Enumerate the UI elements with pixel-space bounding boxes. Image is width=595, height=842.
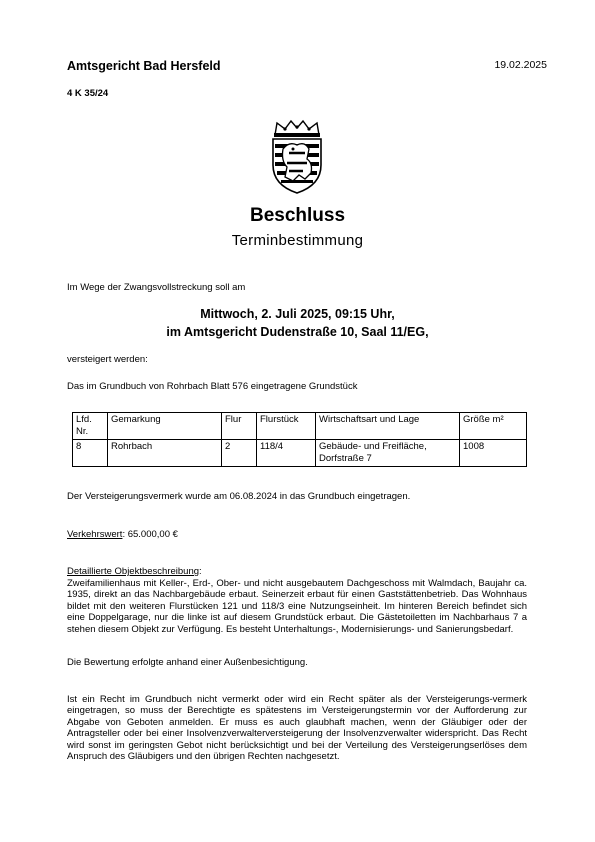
header-flur: Flur [222, 413, 257, 440]
cell-art-line1: Gebäude- und Freifläche, [319, 441, 427, 452]
document-title: Beschluss [249, 205, 346, 226]
registration-note: Der Versteigerungsvermerk wurde am 06.08.2024 in das Grundbuch eingetragen. [67, 491, 411, 502]
assessment-note: Die Bewertung erfolgte anhand einer Außenbesichtigung. [67, 657, 308, 668]
file-number: 4 K 35/24 [67, 88, 109, 99]
table-header-row [73, 413, 527, 440]
object-description-heading [67, 566, 527, 577]
object-description-text: Zweifamilienhaus mit Keller-, Erd-, Ober- und nicht ausgebautem Dachgeschoss mit Walmdach, Baujahr ca. 1935, direkt an das Nachbargebäude erbaut. Seinerzeit erbaut für einen Gaststättenbetrieb. Das Wohnhaus bildet mit den weiteren Flurstücken 121 und 118/3 eine Nutzungseinheit. Im hinteren Bereich befindet sich eine Doppelgarage, nur die linke ist auf diesem Grundstück erbaut. Die Gästetoiletten im Nachbarhaus 7 a stehen diesem Objekt zur Verfügung. Es besteht Unterhaltungs-, Modernisierungs- und Sanierungsbedarf. [67, 578, 527, 635]
document-date: 19.02.2025 [494, 59, 547, 71]
market-value [67, 529, 527, 540]
legal-notice: Ist ein Recht im Grundbuch nicht vermerkt oder wird ein Recht später als der Versteigerungs-vermerk eingetragen, so muss der Berechtigte es spätestens im Versteigerungstermin vor der Aufforderung zur Abgabe von Geboten anmelden. Er muss es auch glaubhaft machen, wenn der Gläubiger oder der Antragsteller oder bei einer Insolvenzverwalterversteigerung der Insolvenzverwalter widerspricht. Das Recht wird sonst im geringsten Gebot nicht berücksichtigt und bei der Verteilung des Versteigerungserlöses dem Anspruch des Gläubigers und den übrigen Rechten nachgesetzt. [67, 694, 527, 763]
appointment-datetime: Mittwoch, 2. Juli 2025, 09:15 Uhr, [200, 307, 395, 321]
cell-groesse: 1008 [460, 440, 527, 467]
property-table [72, 412, 527, 467]
cell-flur: 2 [222, 440, 257, 467]
cell-wirtschaftsart [316, 440, 460, 467]
hessen-coat-of-arms-icon [265, 119, 329, 195]
court-name: Amtsgericht Bad Hersfeld [67, 59, 221, 73]
market-value-label: Verkehrswert [67, 529, 123, 540]
description-heading: Detaillierte Objektbeschreibung [67, 566, 200, 577]
description-heading-suffix: : [199, 566, 202, 577]
cell-art-line2: Dorfstraße 7 [319, 453, 372, 464]
header-flurstueck: Flurstück [257, 413, 316, 440]
market-value-amount: : 65.000,00 € [122, 529, 178, 540]
appointment-location: im Amtsgericht Dudenstraße 10, Saal 11/EG, [166, 325, 429, 339]
cell-gemarkung: Rohrbach [108, 440, 222, 467]
intro-text: Im Wege der Zwangsvollstreckung soll am [67, 282, 246, 293]
document-subtitle: Terminbestimmung [231, 232, 364, 249]
property-intro: Das im Grundbuch von Rohrbach Blatt 576 eingetragene Grundstück [67, 381, 358, 392]
header-gemarkung: Gemarkung [108, 413, 222, 440]
cell-flurstueck: 118/4 [257, 440, 316, 467]
table-row [73, 440, 527, 467]
header-lfd: Lfd. Nr. [73, 413, 108, 440]
cell-lfd: 8 [73, 440, 108, 467]
header-groesse: Größe m² [460, 413, 527, 440]
auction-text: versteigert werden: [67, 354, 148, 365]
header-wirtschaftsart: Wirtschaftsart und Lage [316, 413, 460, 440]
